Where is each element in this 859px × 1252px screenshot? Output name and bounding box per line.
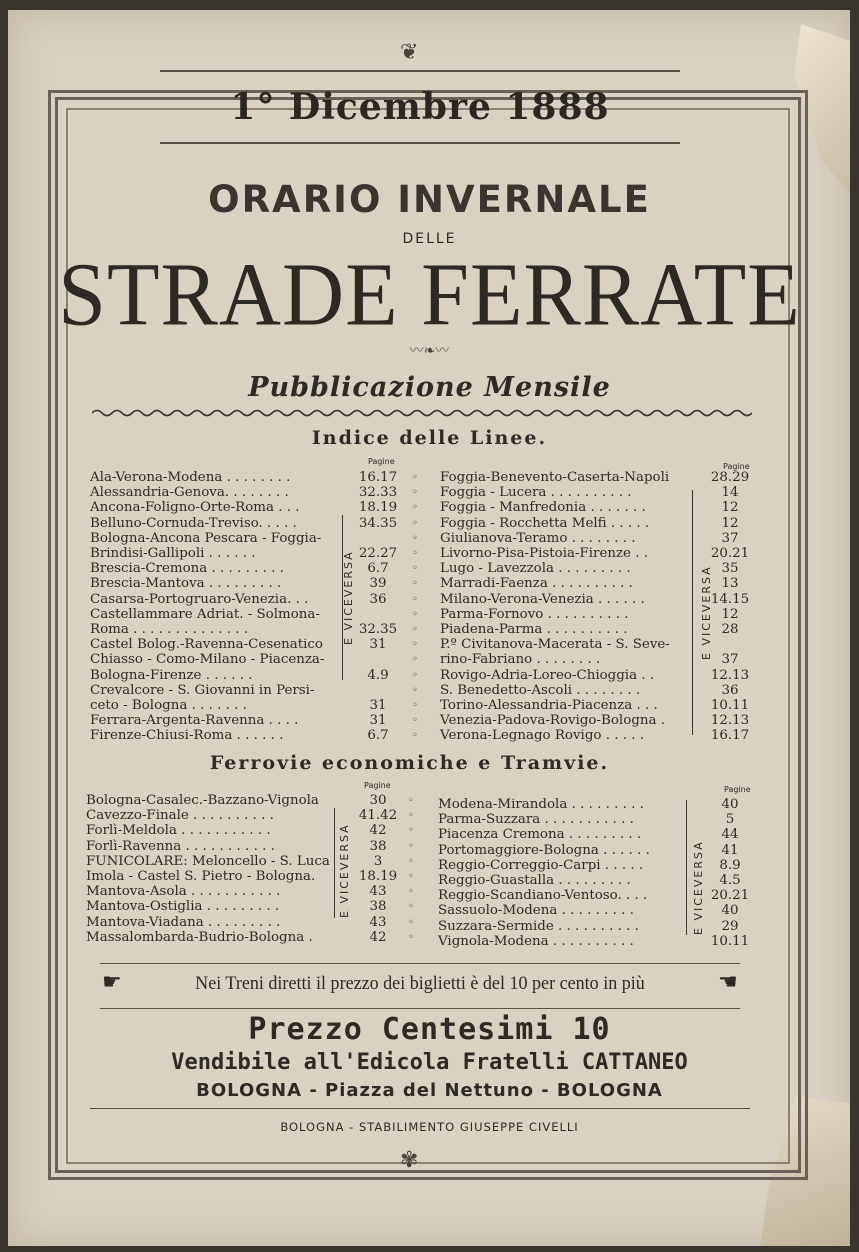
price-line: Prezzo Centesimi 10 (248, 1012, 611, 1047)
pagine-label: Pagine (368, 457, 395, 466)
line-name: Castellammare Adriat. - Solmona- (90, 606, 320, 622)
line-name: Bologna-Ancona Pescara - Foggia- (90, 530, 322, 546)
line-name: Ferrara-Argenta-Ravenna . . . . (90, 713, 299, 729)
line-name: Cavezzo-Finale . . . . . . . . . . (86, 808, 274, 824)
bullet-icon: ◦ (412, 563, 418, 575)
page-number: 18.19 (358, 869, 398, 884)
page-number: 22.27 (358, 546, 398, 561)
bullet-icon: ◦ (412, 578, 418, 590)
bullet-icon: ◦ (412, 502, 418, 514)
bullet-icon: ◦ (408, 931, 414, 943)
line-name: Suzzara-Sermide . . . . . . . . . . (438, 918, 639, 934)
bullet-icon: ◦ (408, 871, 414, 882)
line-name: Casarsa-Portogruaro-Venezia. . . (90, 591, 309, 607)
line-name: Foggia - Rocchetta Melfi . . . . . (440, 515, 650, 531)
wavy-divider (92, 408, 752, 418)
line-name: Ala-Verona-Modena . . . . . . . . (90, 470, 291, 485)
page-number: 10.11 (710, 698, 750, 713)
flourish-icon: 〰❧〰 (409, 343, 450, 359)
page-number: 32.33 (358, 485, 398, 501)
vendor-line: Vendibile all'Edicola Fratelli CATTANEO (171, 1050, 688, 1075)
line-name: P.º Civitanova-Macerata - S. Seve- (440, 637, 670, 653)
fleuron-icon: ✾ (400, 1148, 419, 1173)
line-name: Reggio-Scandiano-Ventoso. . . . (438, 888, 648, 904)
line-name: Forlì-Ravenna . . . . . . . . . . . (86, 838, 275, 854)
line-name: Alessandria-Genova. . . . . . . . (90, 485, 289, 501)
line-name: Lugo - Lavezzola . . . . . . . . . (440, 561, 631, 577)
bullet-icon: ◦ (412, 684, 418, 696)
page-number: 43 (369, 884, 387, 900)
line-name: Mantova-Viadana . . . . . . . . . (86, 914, 281, 930)
line-name: Bologna-Casalec.-Bazzano-Vignola (86, 793, 319, 808)
line-name: Massalombarda-Budrio-Bologna . (86, 929, 313, 945)
line-name: Bologna-Firenze . . . . . . (90, 667, 253, 683)
bullet-icon: ◦ (408, 916, 414, 928)
line-name: Venezia-Padova-Rovigo-Bologna . (440, 713, 665, 729)
line-name: Mantova-Asola . . . . . . . . . . . (86, 884, 281, 900)
title-line-2: DELLE (402, 231, 457, 247)
page-number: 5 (725, 812, 735, 828)
line-name: ceto - Bologna . . . . . . . (90, 698, 247, 713)
bullet-icon: ◦ (412, 639, 418, 651)
page-number: 12.13 (710, 667, 750, 683)
page-number: 14.15 (710, 591, 750, 607)
page-number: 37 (721, 530, 739, 546)
line-name: Reggio-Correggio-Carpi . . . . . (438, 857, 644, 873)
bullet-icon: ◦ (408, 810, 414, 822)
printer-line: BOLOGNA - STABILIMENTO GIUSEPPE CIVELLI (280, 1120, 579, 1134)
page-number: 28 (721, 622, 739, 637)
page-number: 29 (721, 918, 739, 934)
line-name: Giulianova-Teramo . . . . . . . . (440, 530, 636, 546)
line-name: Torino-Alessandria-Piacenza . . . (440, 698, 658, 713)
line-name: Rovigo-Adria-Loreo-Chioggia . . (440, 667, 655, 683)
page-number: 41.42 (358, 808, 398, 824)
pointing-hand-left-icon: ☛ (718, 970, 738, 995)
page-number: 39 (369, 576, 387, 592)
line-name: FUNICOLARE: Meloncello - S. Luca (86, 853, 330, 869)
page-number: 4.9 (367, 667, 389, 683)
bullet-icon: ◦ (408, 886, 414, 898)
page-number: 12 (721, 515, 739, 531)
line-name: Portomaggiore-Bologna . . . . . . (438, 842, 650, 858)
line-name: Crevalcore - S. Giovanni in Persi- (90, 682, 315, 698)
page-number: 20.21 (710, 546, 750, 561)
line-name: Parma-Suzzara . . . . . . . . . . . (438, 812, 634, 828)
line-name: Sassuolo-Modena . . . . . . . . . (438, 903, 634, 919)
line-name: S. Benedetto-Ascoli . . . . . . . . (440, 682, 641, 698)
viceversa-label: E VICEVERSA (692, 840, 705, 935)
line-name: Firenze-Chiusi-Roma . . . . . . (90, 728, 284, 744)
page-number: 30 (369, 793, 387, 808)
page-number: 31 (369, 637, 387, 653)
page-number: 6.7 (367, 728, 389, 744)
page-number: 6.7 (367, 561, 389, 577)
page-number: 31 (369, 713, 387, 729)
line-name: Forlì-Meldola . . . . . . . . . . . (86, 823, 271, 839)
page-number: 3 (373, 853, 383, 869)
bracket-right (692, 490, 695, 735)
bullet-icon: ◦ (412, 548, 418, 559)
page-number: 8.9 (719, 857, 741, 873)
bullet-icon: ◦ (412, 608, 418, 620)
line-name: Brescia-Cremona . . . . . . . . . (90, 561, 284, 577)
page-number: 42 (369, 929, 387, 945)
bullet-icon: ◦ (408, 901, 414, 913)
viceversa-label: E VICEVERSA (342, 550, 355, 645)
subtitle: Pubblicazione Mensile (248, 372, 611, 403)
page-number: 38 (369, 899, 387, 915)
page-number: 43 (369, 914, 387, 930)
page-number: 12 (721, 606, 739, 622)
bullet-icon: ◦ (412, 654, 418, 666)
page-number: 34.35 (358, 515, 398, 531)
line-name: Ancona-Foligno-Orte-Roma . . . (90, 500, 300, 516)
title-line-1: ORARIO INVERNALE (208, 178, 651, 221)
line-name: Foggia - Manfredonia . . . . . . . (440, 500, 646, 516)
bullet-icon: ◦ (412, 532, 418, 544)
bullet-icon: ◦ (408, 855, 414, 867)
line-name: Modena-Mirandola . . . . . . . . . (438, 797, 644, 812)
line-name: Reggio-Guastalla . . . . . . . . . (438, 873, 631, 888)
page-number: 40 (721, 797, 739, 812)
viceversa-label: E VICEVERSA (338, 823, 351, 918)
page-number: 12.13 (710, 713, 750, 729)
bracket-right (686, 800, 689, 935)
line-name: Brindisi-Gallipoli . . . . . . (90, 546, 256, 561)
line-name: Marradi-Faenza . . . . . . . . . . (440, 576, 633, 592)
line-name: Piacenza Cremona . . . . . . . . . (438, 827, 642, 843)
line-name: Piadena-Parma . . . . . . . . . . (440, 622, 628, 637)
line-name: Chiasso - Como-Milano - Piacenza- (90, 652, 325, 668)
page-number: 4.5 (719, 873, 741, 888)
bullet-icon: ◦ (412, 700, 418, 711)
pagine-label: Pagine (364, 781, 391, 790)
line-name: Mantova-Ostiglia . . . . . . . . . (86, 899, 280, 915)
line-name: Brescia-Mantova . . . . . . . . . (90, 576, 282, 592)
index-left-column (90, 457, 420, 750)
date-banner (160, 70, 680, 144)
page-number: 20.21 (710, 888, 750, 904)
city-line: BOLOGNA - Piazza del Nettuno - BOLOGNA (196, 1080, 663, 1101)
page-number: 36 (721, 682, 739, 698)
page-number: 16.17 (358, 470, 398, 485)
line-name: Roma . . . . . . . . . . . . . . (90, 622, 249, 637)
viceversa-label: E VICEVERSA (700, 565, 713, 660)
pagine-label: Pagine (724, 785, 751, 794)
ferrovie-left-column (86, 781, 416, 953)
ferrovie-right-column (438, 785, 758, 957)
page-number: 28.29 (710, 470, 750, 485)
bullet-icon: ◦ (412, 487, 418, 499)
page-number: 31 (369, 698, 387, 713)
line-name: Castel Bolog.-Ravenna-Cesenatico (90, 637, 323, 653)
line-name: Vignola-Modena . . . . . . . . . . (438, 933, 634, 949)
line-name: Foggia-Benevento-Caserta-Napoli (440, 470, 670, 485)
page-number: 12 (721, 500, 739, 516)
page-number: 44 (721, 827, 739, 843)
page-number: 36 (369, 591, 387, 607)
page-number: 42 (369, 823, 387, 839)
bullet-icon: ◦ (408, 795, 414, 806)
bullet-icon: ◦ (408, 825, 414, 837)
line-name: Milano-Verona-Venezia . . . . . . (440, 591, 645, 607)
bullet-icon: ◦ (412, 730, 418, 742)
page-number: 32.35 (358, 622, 398, 637)
page-number: 37 (721, 652, 739, 668)
page-number: 40 (721, 903, 739, 919)
line-name: Livorno-Pisa-Pistoia-Firenze . . (440, 546, 649, 561)
pagine-label: Pagine (723, 462, 750, 471)
pointing-hand-right-icon: ☛ (102, 970, 122, 995)
page-number: 41 (721, 842, 739, 858)
ferrovie-heading: Ferrovie economiche e Tramvie. (209, 752, 610, 774)
index-heading: Indice delle Linee. (311, 427, 548, 449)
page-number: 16.17 (710, 728, 750, 744)
line-name: Parma-Fornovo . . . . . . . . . . (440, 606, 629, 622)
line-name: Verona-Legnago Rovigo . . . . . (440, 728, 645, 744)
line-name: Imola - Castel S. Pietro - Bologna. (86, 869, 316, 884)
line-name: rino-Fabriano . . . . . . . . (440, 652, 601, 668)
page-number: 38 (369, 838, 387, 854)
bullet-icon: ◦ (412, 669, 418, 681)
fleuron-icon: ❦ (400, 40, 419, 65)
bracket-left (332, 808, 335, 918)
notice-text: Nei Treni diretti il prezzo dei biglietti è del 10 per cento in più (195, 973, 645, 994)
bullet-icon: ◦ (408, 840, 414, 852)
bullet-icon: ◦ (412, 517, 418, 529)
page-number: 10.11 (710, 933, 750, 949)
issue-date: 1° Dicembre 1888 (230, 86, 610, 128)
page-number: 13 (721, 576, 739, 592)
line-name: Belluno-Cornuda-Treviso. . . . . (90, 515, 297, 531)
page-number: 14 (721, 485, 739, 501)
bullet-icon: ◦ (412, 593, 418, 605)
page-number: 18.19 (358, 500, 398, 516)
main-title: STRADE FERRATE (58, 243, 801, 345)
bullet-icon: ◦ (412, 472, 418, 483)
page-number: 35 (721, 561, 739, 577)
bullet-icon: ◦ (412, 715, 418, 727)
divider (90, 1108, 750, 1109)
price-notice (100, 963, 740, 1009)
line-name: Foggia - Lucera . . . . . . . . . . (440, 485, 632, 501)
bullet-icon: ◦ (412, 624, 418, 635)
